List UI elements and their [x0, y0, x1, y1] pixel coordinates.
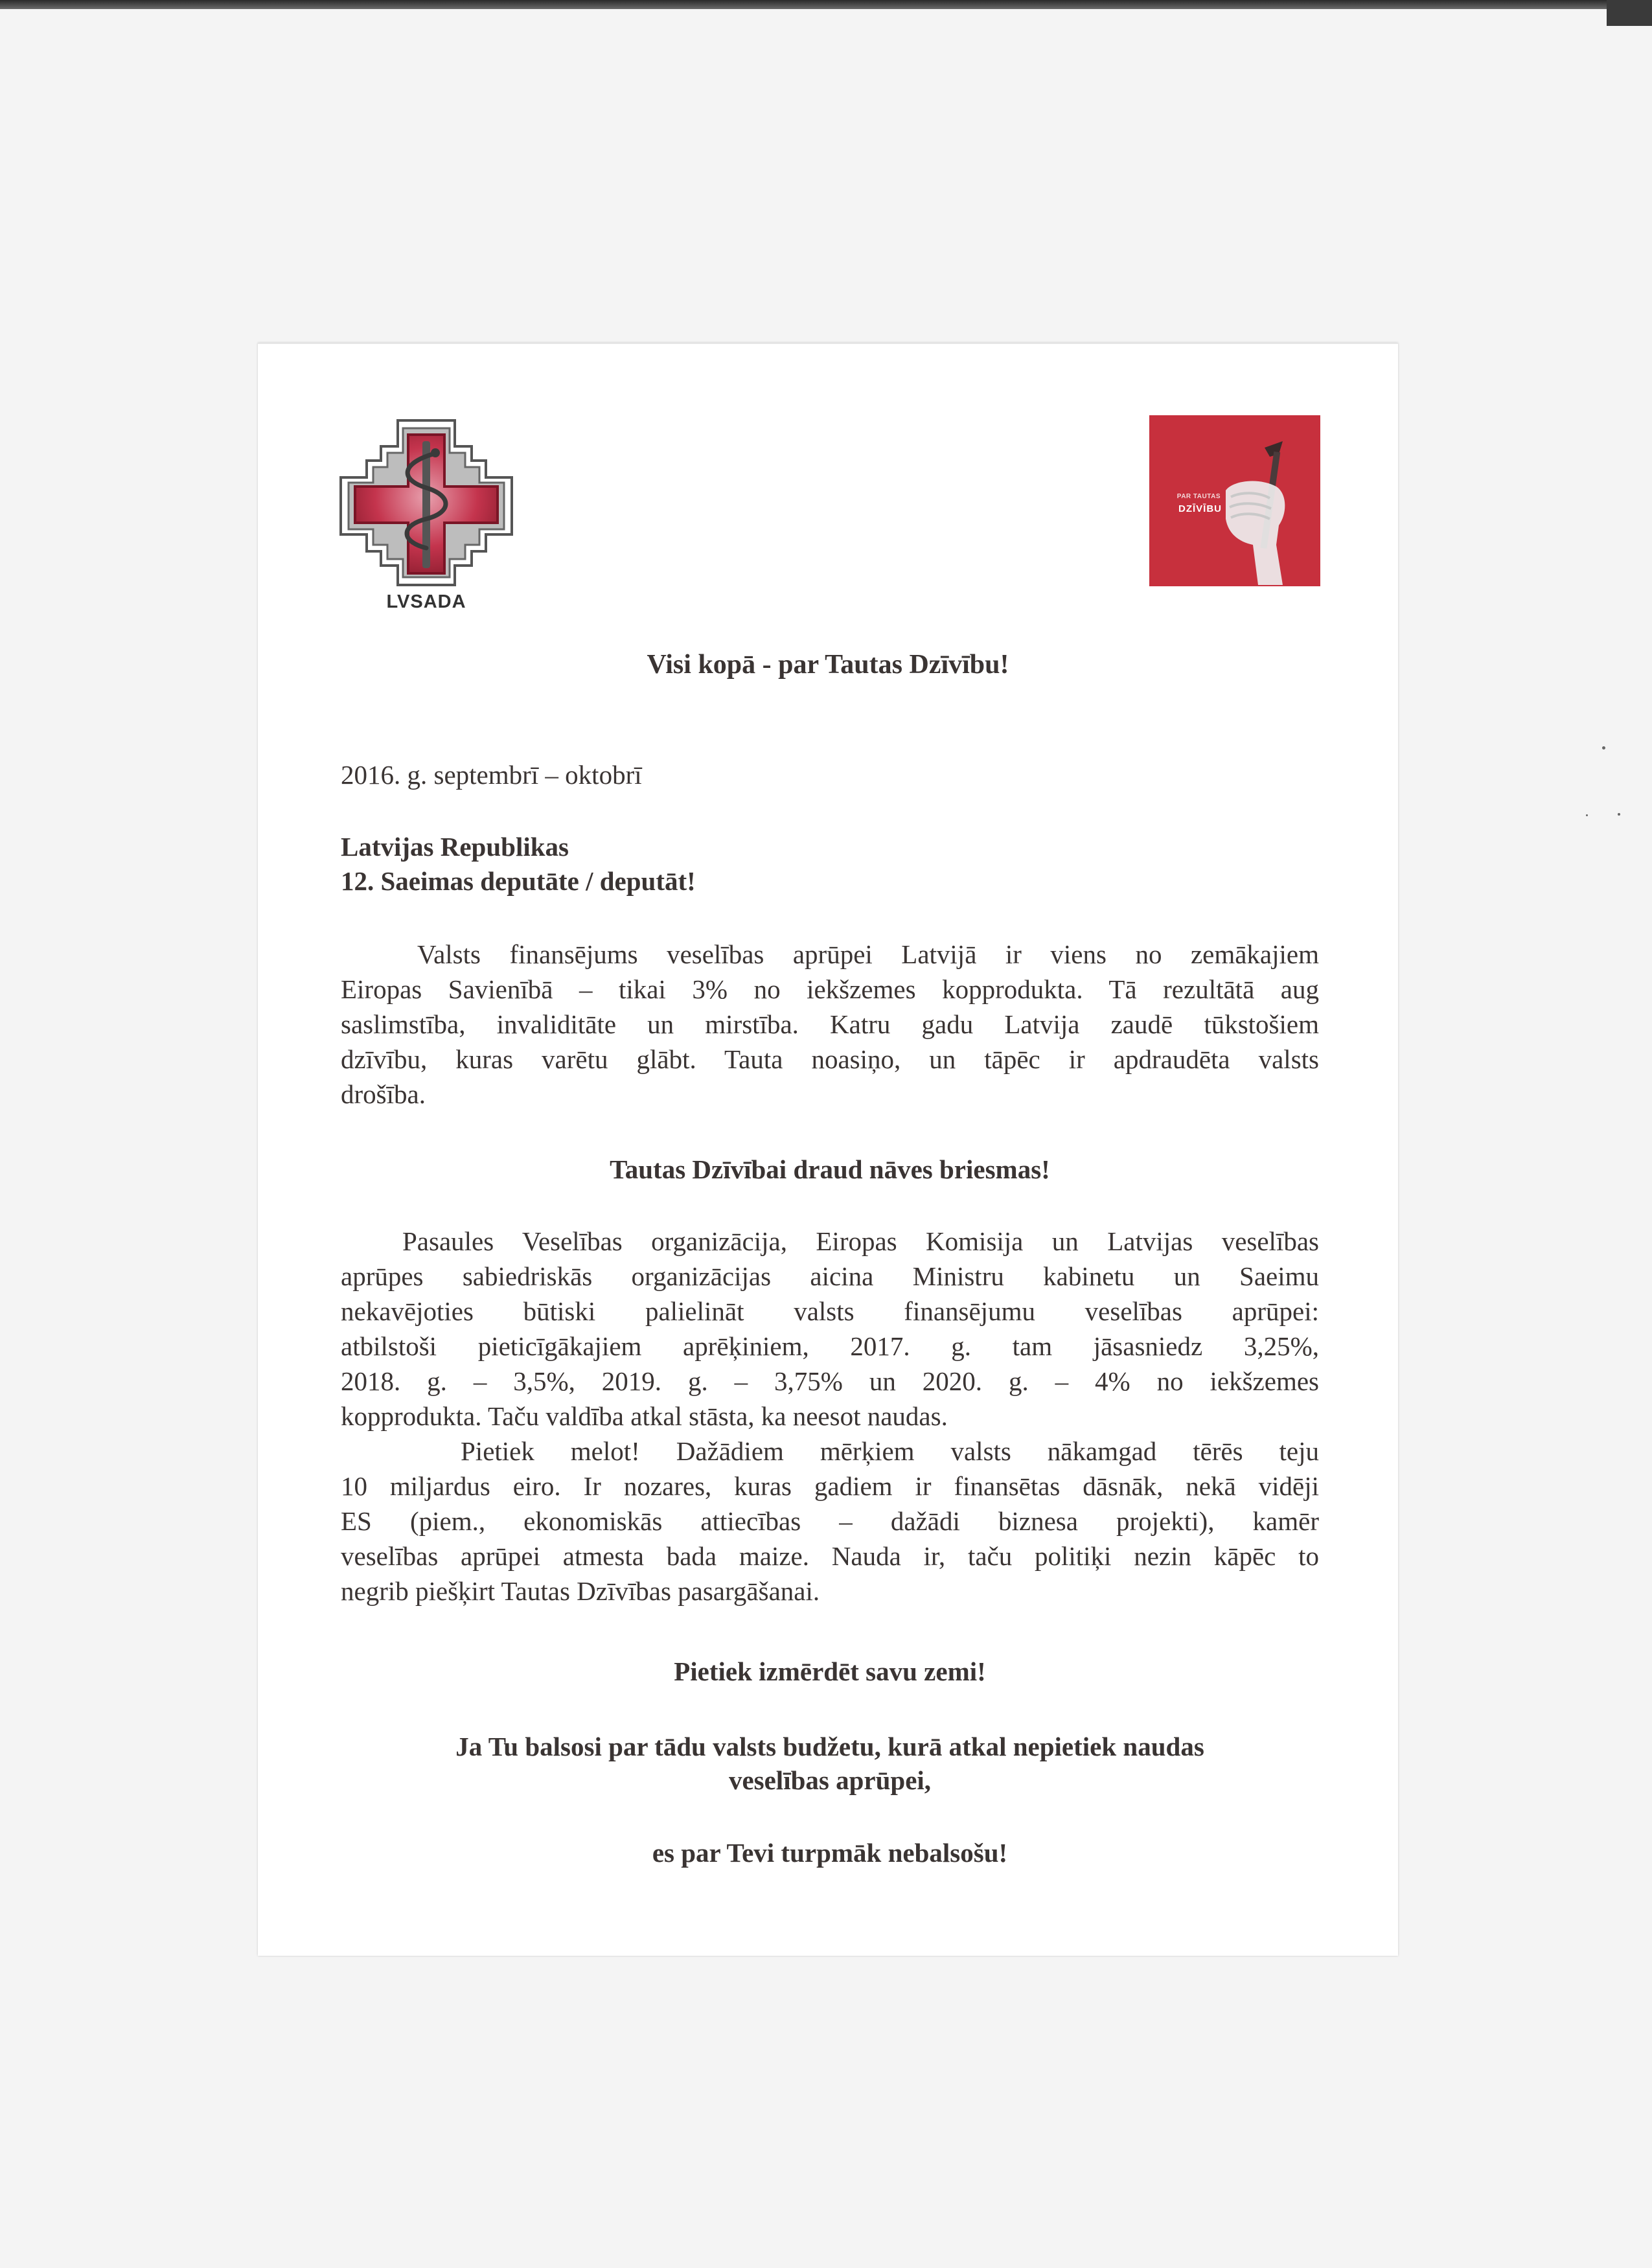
slogan: Pietiek izmērdēt savu zemi!: [674, 1656, 986, 1686]
closing-line-2: veselības aprūpei,: [728, 1765, 932, 1795]
paragraph-3-line: 10 miljardus eiro. Ir nozares, kuras gadiem ir finansētas dāsnāk, nekā vidēji: [341, 1471, 1319, 1501]
paragraph-1-line: saslimstība, invaliditāte un mirstība. Katru gadu Latvija zaudē tūkstošiem: [341, 1009, 1319, 1039]
paragraph-2-line: 2018. g. – 3,5%, 2019. g. – 3,75% un 2020. g. – 4% no iekšzemes: [341, 1366, 1319, 1396]
logo-right-line1: PAR TAUTAS: [1176, 493, 1221, 500]
closing-line-3: es par Tevi turpmāk nebalsošu!: [652, 1838, 1008, 1868]
paragraph-2-line: kopprodukta. Taču valdība atkal stāsta, ka neesot naudas.: [341, 1401, 948, 1431]
main-heading: Visi kopā - par Tautas Dzīvību!: [647, 650, 1009, 680]
scan-edge: [0, 0, 1652, 9]
paragraph-2-line: nekavējoties būtiski palielināt valsts finansējumu veselības aprūpei:: [341, 1296, 1319, 1326]
paragraph-1-line: Eiropas Savienībā – tikai 3% no iekšzemes kopprodukta. Tā rezultātā aug: [341, 974, 1319, 1004]
paragraph-1-line: dzīvību, kuras varētu glābt. Tauta noasiņo, un tāpēc ir apdraudēta valsts: [341, 1044, 1319, 1074]
paragraph-3-line: negrib piešķirt Tautas Dzīvības pasargāšanai.: [341, 1576, 820, 1606]
closing-line-1: Ja Tu balsosi par tādu valsts budžetu, kurā atkal nepietiek naudas: [455, 1732, 1204, 1761]
paragraph-1-line: Valsts finansējums veselības aprūpei Latvijā ir viens no zemākajiem: [417, 939, 1319, 969]
lvsada-logo: [336, 415, 517, 613]
scan-speck: [1602, 746, 1605, 750]
raised-fist-icon: [1149, 415, 1320, 586]
paragraph-2-line: aprūpes sabiedriskās organizācijas aicina Ministru kabinetu un Saeimu: [341, 1261, 1319, 1291]
scan-speck: [1586, 814, 1588, 816]
scan-corner: [1607, 0, 1652, 26]
letter-date: 2016. g. septembrī – oktobrī: [341, 760, 642, 790]
paragraph-2-line: Pasaules Veselības organizācija, Eiropas Komisija un Latvijas veselības: [402, 1226, 1319, 1256]
paragraph-2: [341, 1224, 1319, 1434]
letter-sheet: [258, 343, 1398, 1956]
address-line-2: 12. Saeimas deputāte / deputāt!: [341, 866, 696, 896]
medical-cross-icon: [336, 415, 517, 590]
paragraph-3-line: Pietiek melot! Dažādiem mērķiem valsts nākamgad tērēs teju: [461, 1436, 1319, 1466]
scan-speck: [1618, 813, 1620, 816]
par-tautas-dzivibu-logo: [1149, 415, 1320, 586]
paragraph-1: [341, 937, 1319, 1112]
logo-right-line2: DZĪVĪBU: [1178, 503, 1222, 514]
paragraph-3: [341, 1434, 1319, 1609]
paragraph-2-line: atbilstoši pieticīgākajiem aprēķiniem, 2017. g. tam jāsasniedz 3,25%,: [341, 1331, 1319, 1361]
paragraph-1-line: drošība.: [341, 1079, 426, 1109]
lvsada-caption: LVSADA: [386, 591, 466, 612]
paragraph-3-line: veselības aprūpei atmesta bada maize. Nauda ir, taču politiķi nezin kāpēc to: [341, 1541, 1319, 1571]
paragraph-3-line: ES (piem., ekonomiskās attiecības – dažādi biznesa projekti), kamēr: [341, 1506, 1319, 1536]
warning-heading: Tautas Dzīvībai draud nāves briesmas!: [610, 1154, 1050, 1184]
address-line-1: Latvijas Republikas: [341, 832, 569, 862]
